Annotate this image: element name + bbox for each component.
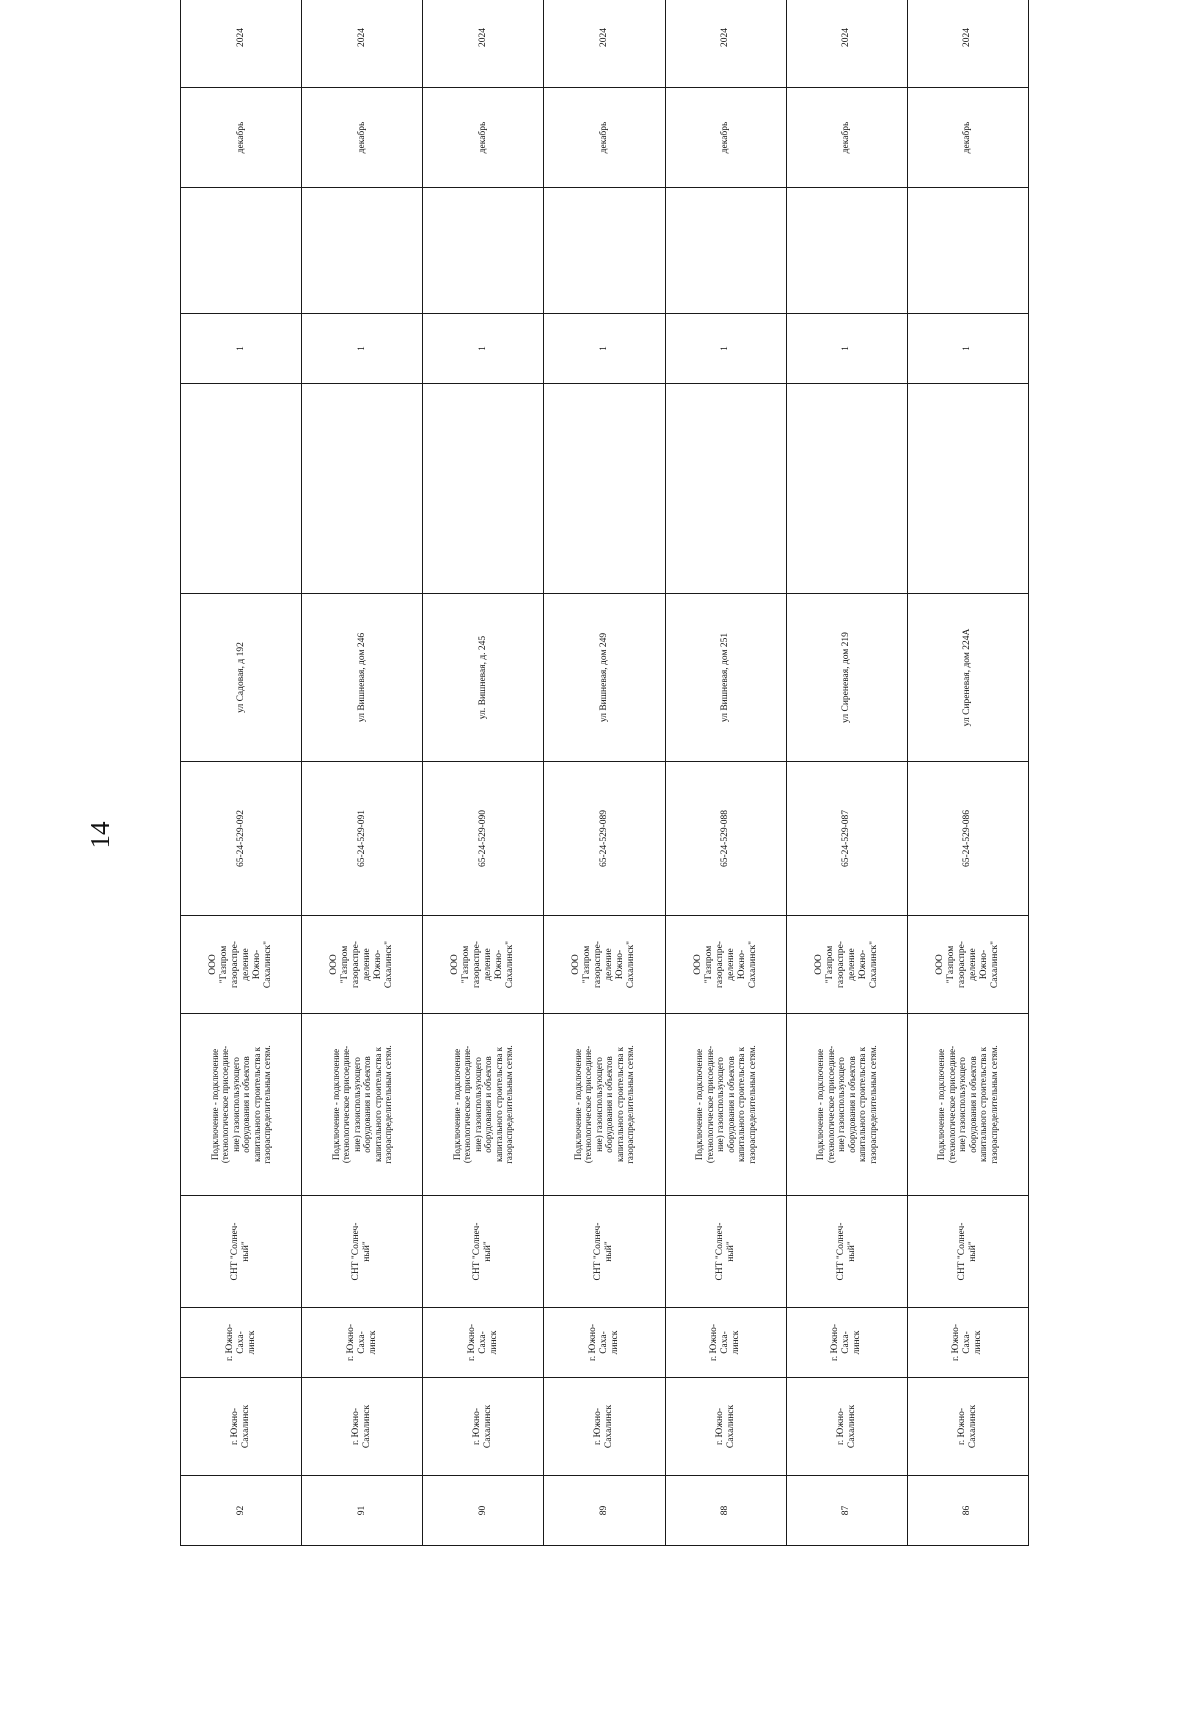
empty-cell (786, 384, 907, 594)
locality-cell (786, 1308, 907, 1378)
quantity-cell: 1 (423, 314, 544, 384)
description-cell-line: ние) газоиспользующего (836, 1057, 847, 1152)
month-cell: декабрь (181, 88, 302, 188)
city-cell-line: г. Южно- (230, 1407, 241, 1446)
code-cell: 65-24-529-091 (302, 762, 423, 916)
description-cell (423, 1014, 544, 1196)
organization-cell-line: ООО (571, 954, 582, 975)
locality-cell-line: линск (973, 1330, 984, 1355)
organization-cell-line: ООО (329, 954, 340, 975)
locality-cell-line: г. Южно- (709, 1323, 720, 1362)
table-row (544, 0, 665, 1546)
description-cell (665, 1014, 786, 1196)
empty-cell (907, 384, 1028, 594)
row-number: 87 (786, 1476, 907, 1546)
city-cell-line: г. Южно- (956, 1407, 967, 1446)
description-cell-line: (технологическое присоедине- (220, 1045, 231, 1164)
organization-cell-line: "Газпром (219, 945, 230, 984)
locality-cell-line: Саха- (356, 1331, 367, 1354)
locality-cell (181, 1308, 302, 1378)
page-number: 14 (85, 821, 115, 849)
city-cell-line: Сахалинск (967, 1404, 978, 1449)
organization-cell-line: Южно- (252, 949, 263, 980)
city-cell (907, 1378, 1028, 1476)
city-cell (181, 1378, 302, 1476)
organization-cell-line: ООО (450, 954, 461, 975)
organization-cell-line: "Газпром (824, 945, 835, 984)
description-cell-line: оборудования и объектов (483, 1056, 494, 1153)
description-cell-line: ние) газоиспользующего (230, 1057, 241, 1152)
row-number: 92 (181, 1476, 302, 1546)
address-cell: ул. Вишневая, д. 245 (423, 594, 544, 762)
month-cell: декабрь (665, 88, 786, 188)
empty-cell (181, 188, 302, 314)
description-cell-line: (технологическое присоедине- (583, 1045, 594, 1164)
locality-cell-line: Саха- (235, 1331, 246, 1354)
document-sheet (180, 28, 1028, 1546)
snt-cell (544, 1196, 665, 1308)
snt-cell-line: ный" (604, 1241, 615, 1262)
city-cell (544, 1378, 665, 1476)
city-cell (665, 1378, 786, 1476)
address-cell: ул Вишневая, дом 251 (665, 594, 786, 762)
organization-cell-line: газораспре- (351, 941, 362, 988)
row-number: 91 (302, 1476, 423, 1546)
description-cell-line: (технологическое присоедине- (946, 1045, 957, 1164)
empty-cell (423, 188, 544, 314)
description-cell (544, 1014, 665, 1196)
table-row (786, 0, 907, 1546)
snt-cell-line: ный" (967, 1241, 978, 1262)
description-cell-line: капитального строительства к (372, 1046, 383, 1163)
organization-cell (302, 916, 423, 1014)
description-cell-line: ние) газоиспользующего (351, 1057, 362, 1152)
year-cell: 2024 (302, 0, 423, 88)
snt-cell-line: ный" (241, 1241, 252, 1262)
description-cell-line: оборудования и объектов (362, 1056, 373, 1153)
empty-cell (302, 384, 423, 594)
organization-cell-line: газораспре- (714, 941, 725, 988)
description-cell-line: газораспределительным сетям. (262, 1045, 273, 1164)
city-cell-line: Сахалинск (846, 1404, 857, 1449)
organization-cell (907, 916, 1028, 1014)
description-cell (786, 1014, 907, 1196)
quantity-cell: 1 (907, 314, 1028, 384)
organization-cell-line: Сахалинск" (626, 940, 637, 989)
city-cell-line: Сахалинск (604, 1404, 615, 1449)
description-cell (302, 1014, 423, 1196)
description-cell-line: оборудования и объектов (604, 1056, 615, 1153)
code-cell: 65-24-529-087 (786, 762, 907, 916)
description-cell-line: Подключение - подключение (572, 1048, 583, 1161)
locality-cell-line: линск (246, 1330, 257, 1355)
locality-cell (907, 1308, 1028, 1378)
month-cell: декабрь (302, 88, 423, 188)
snt-cell-line: СНТ "Солнеч- (835, 1222, 846, 1281)
locality-cell-line: линск (367, 1330, 378, 1355)
row-number: 86 (907, 1476, 1028, 1546)
description-cell-line: ние) газоиспользующего (472, 1057, 483, 1152)
organization-cell-line: "Газпром (340, 945, 351, 984)
locality-cell-line: г. Южно- (345, 1323, 356, 1362)
row-number: 88 (665, 1476, 786, 1546)
organization-cell-line: Южно- (615, 949, 626, 980)
organization-cell (423, 916, 544, 1014)
address-cell: ул Сиреневая, дом 224А (907, 594, 1028, 762)
organization-cell (544, 916, 665, 1014)
snt-cell-line: СНТ "Солнеч- (472, 1222, 483, 1281)
description-cell-line: Подключение - подключение (694, 1048, 705, 1161)
locality-cell (302, 1308, 423, 1378)
code-cell: 65-24-529-090 (423, 762, 544, 916)
organization-cell-line: Сахалинск" (384, 940, 395, 989)
snt-cell (907, 1196, 1028, 1308)
month-cell: декабрь (423, 88, 544, 188)
organization-cell-line: "Газпром (945, 945, 956, 984)
snt-cell-line: ный" (483, 1241, 494, 1262)
city-cell (786, 1378, 907, 1476)
organization-cell-line: Южно- (494, 949, 505, 980)
description-cell-line: капитального строительства к (251, 1046, 262, 1163)
address-cell: ул Сиреневая, дом 219 (786, 594, 907, 762)
empty-cell (665, 188, 786, 314)
organization-cell-line: газораспре- (835, 941, 846, 988)
quantity-cell: 1 (181, 314, 302, 384)
snt-cell (786, 1196, 907, 1308)
organization-cell-line: "Газпром (461, 945, 472, 984)
organization-cell-line: Сахалинск" (868, 940, 879, 989)
quantity-cell: 1 (302, 314, 423, 384)
description-cell-line: (технологическое присоедине- (825, 1045, 836, 1164)
organization-cell-line: Южно- (736, 949, 747, 980)
description-cell-line: Подключение - подключение (451, 1048, 462, 1161)
address-cell: ул Вишневая, дом 249 (544, 594, 665, 762)
address-cell: ул Вишневая, дом 246 (302, 594, 423, 762)
table-row (302, 0, 423, 1546)
city-cell-line: Сахалинск (725, 1404, 736, 1449)
organization-cell-line: газораспре- (593, 941, 604, 988)
organization-cell-line: ООО (208, 954, 219, 975)
organization-cell-line: Южно- (978, 949, 989, 980)
rotated-table-container (180, 28, 1028, 1546)
locality-cell-line: Саха- (477, 1331, 488, 1354)
snt-cell-line: СНТ "Солнеч- (351, 1222, 362, 1281)
organization-cell-line: ООО (934, 954, 945, 975)
description-cell-line: газораспределительным сетям. (625, 1045, 636, 1164)
organization-cell-line: газораспре- (230, 941, 241, 988)
empty-cell (544, 188, 665, 314)
year-cell: 2024 (181, 0, 302, 88)
organization-cell-line: газораспре- (956, 941, 967, 988)
organization-cell (665, 916, 786, 1014)
locality-cell-line: линск (852, 1330, 863, 1355)
description-cell-line: Подключение - подключение (330, 1048, 341, 1161)
snt-cell (302, 1196, 423, 1308)
description-cell-line: капитального строительства к (493, 1046, 504, 1163)
city-cell-line: г. Южно- (351, 1407, 362, 1446)
organization-cell-line: "Газпром (703, 945, 714, 984)
description-cell-line: газораспределительным сетям. (988, 1045, 999, 1164)
description-cell (907, 1014, 1028, 1196)
snt-cell-line: СНТ "Солнеч- (230, 1222, 241, 1281)
locality-cell-line: г. Южно- (466, 1323, 477, 1362)
description-cell-line: капитального строительства к (614, 1046, 625, 1163)
description-cell-line: газораспределительным сетям. (504, 1045, 515, 1164)
description-cell-line: (технологическое присоедине- (341, 1045, 352, 1164)
organization-cell-line: деление (604, 948, 615, 981)
organization-cell-line: Сахалинск" (989, 940, 1000, 989)
locality-cell-line: г. Южно- (951, 1323, 962, 1362)
quantity-cell: 1 (786, 314, 907, 384)
description-cell-line: оборудования и объектов (967, 1056, 978, 1153)
description-cell-line: Подключение - подключение (209, 1048, 220, 1161)
description-cell (181, 1014, 302, 1196)
empty-cell (665, 384, 786, 594)
organization-cell-line: деление (846, 948, 857, 981)
locality-cell-line: линск (731, 1330, 742, 1355)
year-cell: 2024 (544, 0, 665, 88)
connections-table (180, 0, 1029, 1546)
organization-cell-line: деление (967, 948, 978, 981)
description-cell-line: оборудования и объектов (725, 1056, 736, 1153)
description-cell-line: газораспределительным сетям. (383, 1045, 394, 1164)
address-cell: ул Садовая, д 192 (181, 594, 302, 762)
snt-cell-line: ный" (362, 1241, 373, 1262)
organization-cell (181, 916, 302, 1014)
city-cell-line: Сахалинск (362, 1404, 373, 1449)
locality-cell-line: линск (609, 1330, 620, 1355)
city-cell-line: г. Южно- (472, 1407, 483, 1446)
snt-cell-line: ный" (846, 1241, 857, 1262)
description-cell-line: оборудования и объектов (241, 1056, 252, 1153)
row-number: 90 (423, 1476, 544, 1546)
locality-cell-line: линск (488, 1330, 499, 1355)
description-cell-line: Подключение - подключение (936, 1048, 947, 1161)
description-cell-line: газораспределительным сетям. (867, 1045, 878, 1164)
description-cell-line: ние) газоиспользующего (957, 1057, 968, 1152)
empty-cell (786, 188, 907, 314)
city-cell (302, 1378, 423, 1476)
description-cell-line: капитального строительства к (978, 1046, 989, 1163)
description-cell-line: ние) газоиспользующего (593, 1057, 604, 1152)
snt-cell (181, 1196, 302, 1308)
locality-cell (665, 1308, 786, 1378)
empty-cell (544, 384, 665, 594)
code-cell: 65-24-529-088 (665, 762, 786, 916)
month-cell: декабрь (907, 88, 1028, 188)
snt-cell-line: СНТ "Солнеч- (956, 1222, 967, 1281)
city-cell (423, 1378, 544, 1476)
table-body (181, 0, 1029, 1546)
city-cell-line: г. Южно- (593, 1407, 604, 1446)
city-cell-line: г. Южно- (714, 1407, 725, 1446)
description-cell-line: Подключение - подключение (815, 1048, 826, 1161)
organization-cell-line: Южно- (373, 949, 384, 980)
month-cell: декабрь (786, 88, 907, 188)
locality-cell-line: г. Южно- (587, 1323, 598, 1362)
table-row (665, 0, 786, 1546)
organization-cell-line: ООО (813, 954, 824, 975)
empty-cell (907, 188, 1028, 314)
row-number: 89 (544, 1476, 665, 1546)
organization-cell-line: Сахалинск" (747, 940, 758, 989)
table-row (907, 0, 1028, 1546)
code-cell: 65-24-529-089 (544, 762, 665, 916)
quantity-cell: 1 (544, 314, 665, 384)
code-cell: 65-24-529-092 (181, 762, 302, 916)
city-cell-line: Сахалинск (241, 1404, 252, 1449)
description-cell-line: ние) газоиспользующего (715, 1057, 726, 1152)
empty-cell (181, 384, 302, 594)
locality-cell-line: Саха- (962, 1331, 973, 1354)
organization-cell-line: ООО (692, 954, 703, 975)
locality-cell-line: г. Южно- (830, 1323, 841, 1362)
description-cell-line: капитального строительства к (857, 1046, 868, 1163)
year-cell: 2024 (665, 0, 786, 88)
snt-cell (423, 1196, 544, 1308)
year-cell: 2024 (907, 0, 1028, 88)
locality-cell (423, 1308, 544, 1378)
city-cell-line: Сахалинск (483, 1404, 494, 1449)
table-row (423, 0, 544, 1546)
organization-cell-line: Сахалинск" (505, 940, 516, 989)
organization-cell-line: "Газпром (582, 945, 593, 984)
locality-cell-line: Саха- (841, 1331, 852, 1354)
description-cell-line: газораспределительным сетям. (746, 1045, 757, 1164)
description-cell-line: (технологическое присоедине- (462, 1045, 473, 1164)
quantity-cell: 1 (665, 314, 786, 384)
snt-cell (665, 1196, 786, 1308)
organization-cell-line: Сахалинск" (263, 940, 274, 989)
snt-cell-line: СНТ "Солнеч- (714, 1222, 725, 1281)
organization-cell-line: деление (362, 948, 373, 981)
snt-cell-line: ный" (725, 1241, 736, 1262)
code-cell: 65-24-529-086 (907, 762, 1028, 916)
organization-cell-line: деление (241, 948, 252, 981)
description-cell-line: капитального строительства к (736, 1046, 747, 1163)
locality-cell-line: Саха- (720, 1331, 731, 1354)
organization-cell (786, 916, 907, 1014)
empty-cell (423, 384, 544, 594)
city-cell-line: г. Южно- (835, 1407, 846, 1446)
locality-cell (544, 1308, 665, 1378)
month-cell: декабрь (544, 88, 665, 188)
description-cell-line: оборудования и объектов (846, 1056, 857, 1153)
locality-cell-line: г. Южно- (224, 1323, 235, 1362)
organization-cell-line: газораспре- (472, 941, 483, 988)
year-cell: 2024 (786, 0, 907, 88)
locality-cell-line: Саха- (598, 1331, 609, 1354)
organization-cell-line: деление (483, 948, 494, 981)
year-cell: 2024 (423, 0, 544, 88)
organization-cell-line: Южно- (857, 949, 868, 980)
table-row (181, 0, 302, 1546)
empty-cell (302, 188, 423, 314)
description-cell-line: (технологическое присоедине- (704, 1045, 715, 1164)
organization-cell-line: деление (725, 948, 736, 981)
snt-cell-line: СНТ "Солнеч- (593, 1222, 604, 1281)
